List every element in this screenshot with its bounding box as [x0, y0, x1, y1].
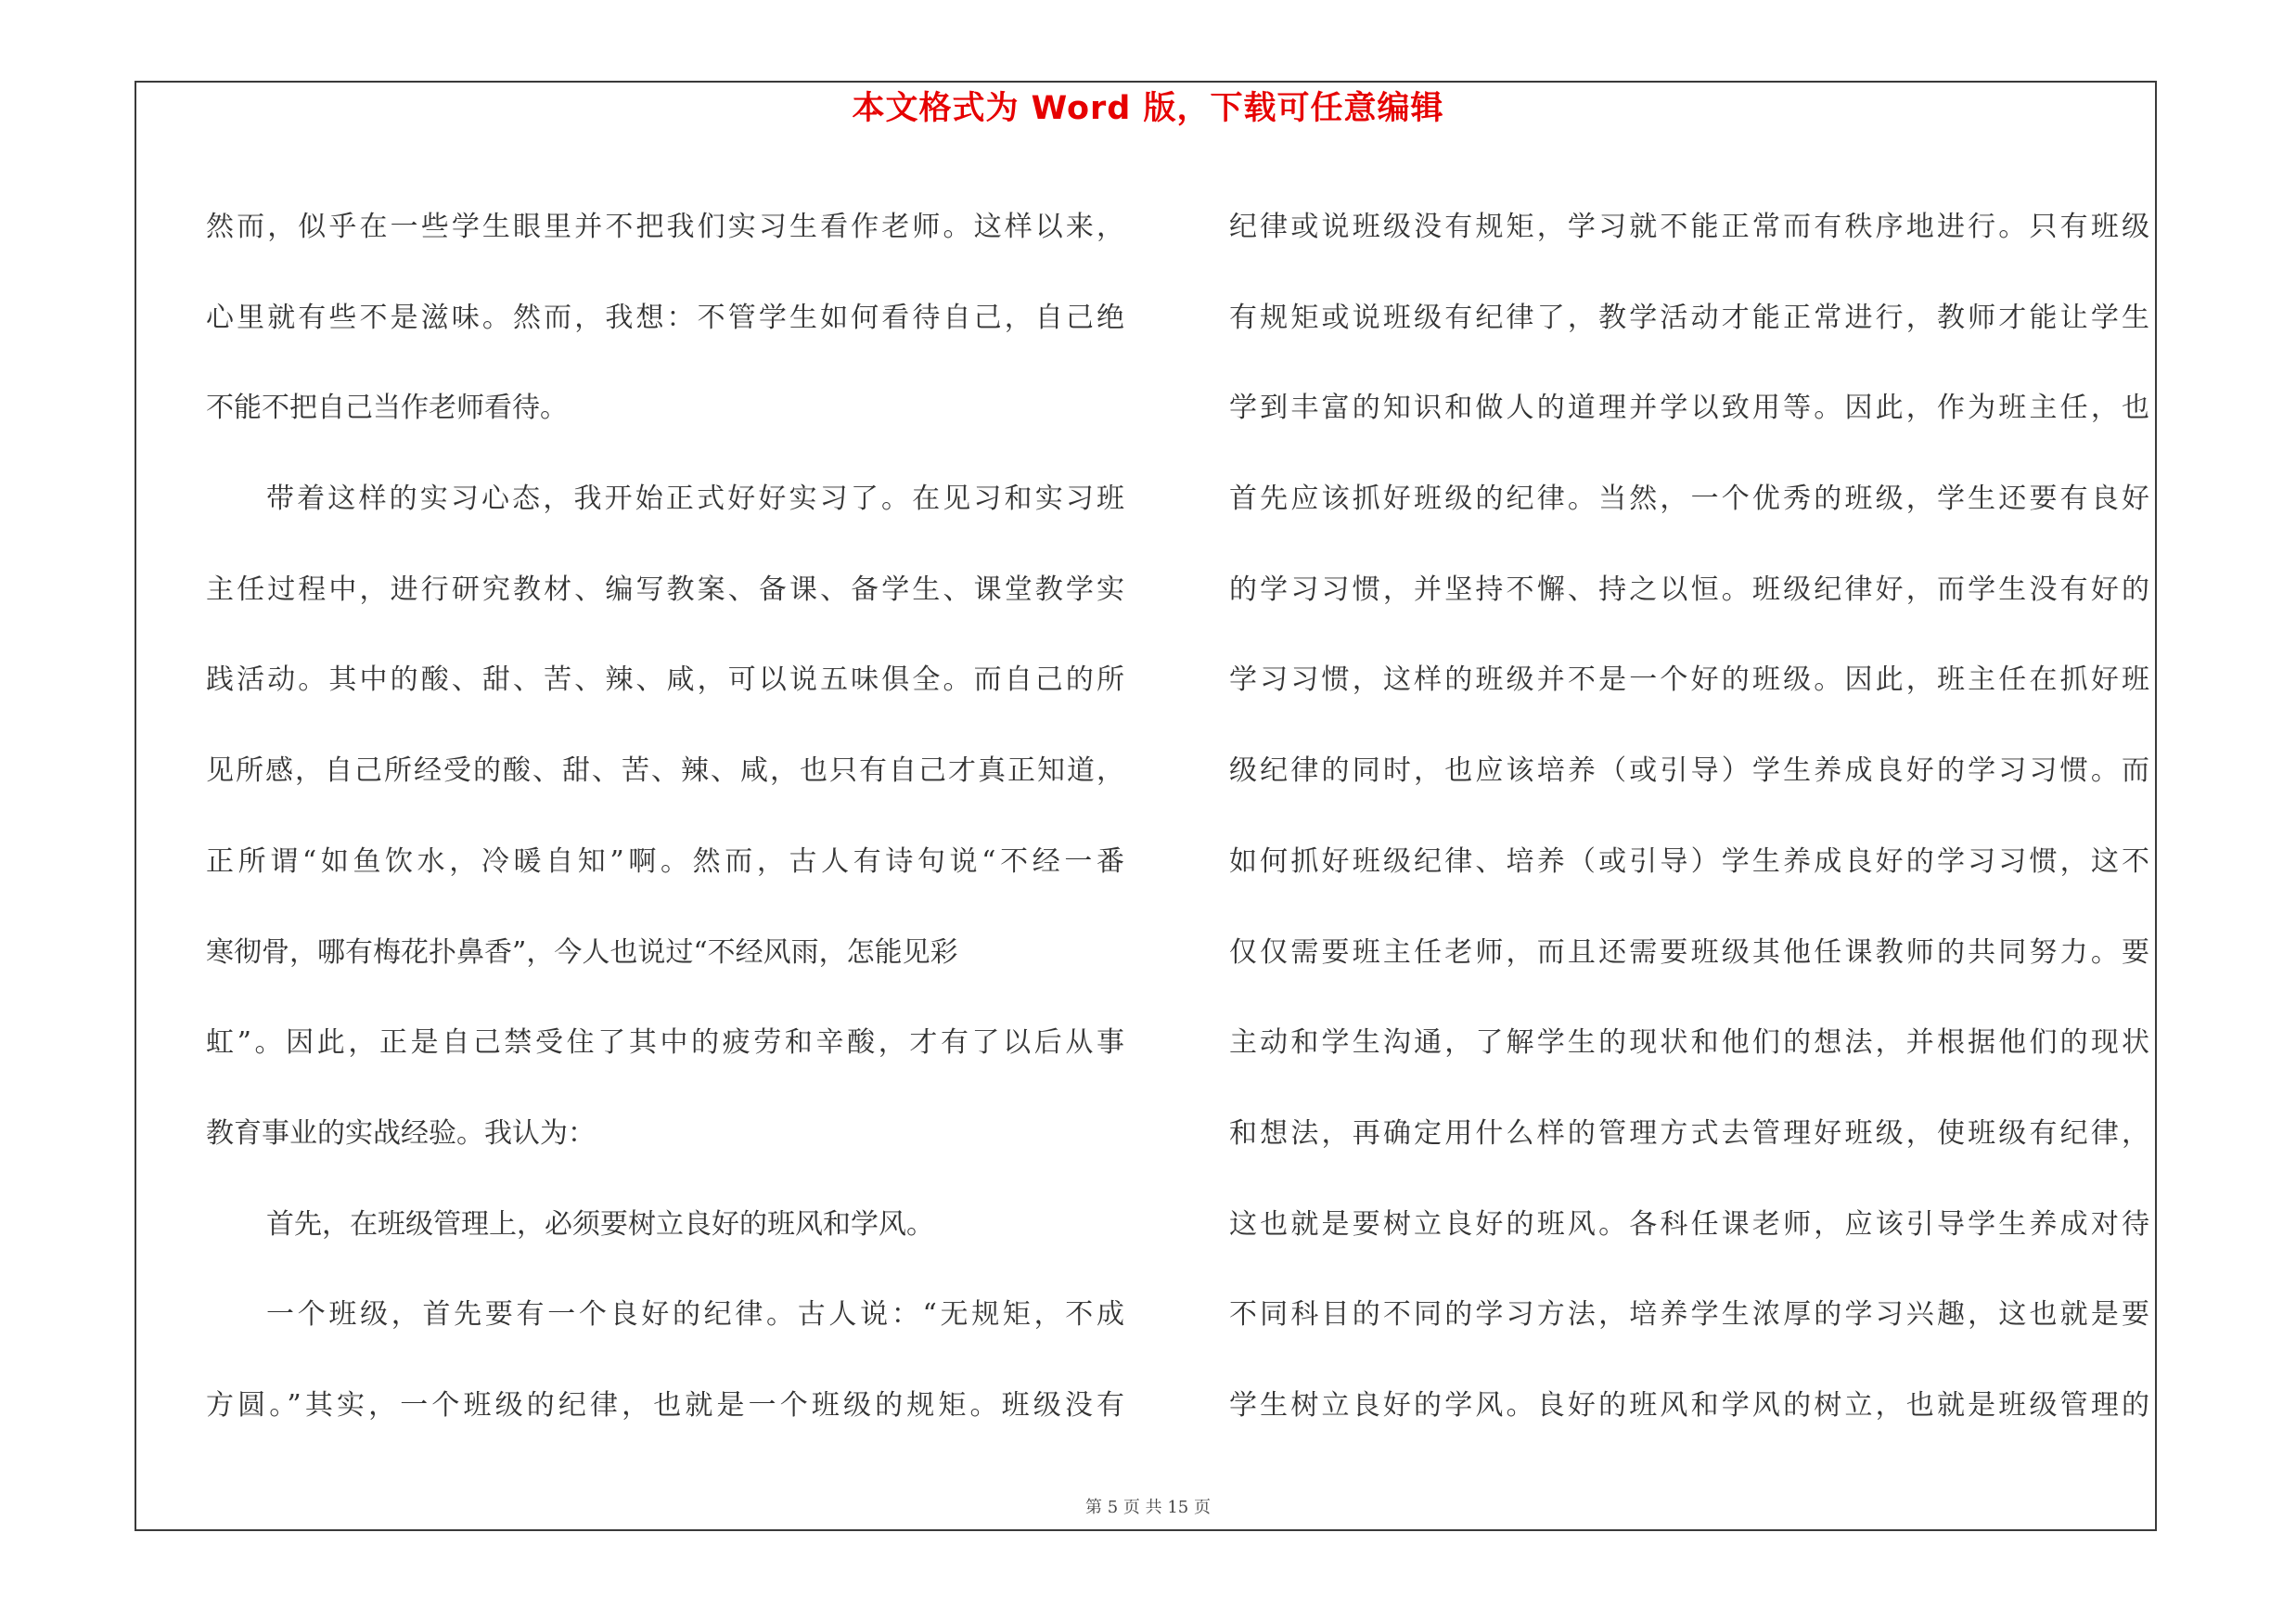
text-line: 如何抓好班级纪律、培养（或引导）学生养成良好的学习习惯，这不: [1229, 844, 2149, 878]
text-line: 学习习惯，这样的班级并不是一个好的班级。因此，班主任在抓好班: [1229, 663, 2149, 697]
text-line: 教育事业的实战经验。我认为：: [206, 1116, 596, 1150]
text-line: 仅仅需要班主任老师，而且还需要班级其他任课教师的共同努力。要: [1229, 935, 2149, 969]
text-line: 践活动。其中的酸、甜、苦、辣、咸，可以说五味俱全。而自己的所: [206, 663, 1124, 697]
text-line: 寒彻骨，哪有梅花扑鼻香”，今人也说过“不经风雨，怎能见彩: [206, 935, 958, 969]
right-text-column: [1229, 182, 2149, 1451]
text-line: 首先应该抓好班级的纪律。当然，一个优秀的班级，学生还要有良好: [1229, 483, 2149, 516]
text-line: 虹”。因此，正是自己禁受住了其中的疲劳和辛酸，才有了以后从事: [206, 1026, 1124, 1060]
text-line: 和想法，再确定用什么样的管理方式去管理好班级，使班级有纪律，: [1229, 1116, 2149, 1150]
text-line: 心里就有些不是滋味。然而，我想：不管学生如何看待自己，自己绝: [206, 301, 1124, 334]
text-line: 有规矩或说班级有纪律了，教学活动才能正常进行，教师才能让学生: [1229, 301, 2149, 334]
text-line: 一个班级，首先要有一个良好的纪律。古人说：“无规矩，不成: [266, 1298, 1124, 1332]
text-line: 带着这样的实习心态，我开始正式好好实习了。在见习和实习班: [266, 483, 1124, 516]
text-line: 然而，似乎在一些学生眼里并不把我们实习生看作老师。这样以来，: [206, 211, 1124, 243]
left-text-column: [206, 182, 1124, 1451]
text-line: 级纪律的同时，也应该培养（或引导）学生养成良好的学习习惯。而: [1229, 754, 2149, 788]
text-line: 见所感，自己所经受的酸、甜、苦、辣、咸，也只有自己才真正知道，: [206, 754, 1124, 788]
text-line: 主动和学生沟通，了解学生的现状和他们的想法，并根据他们的现状: [1229, 1026, 2149, 1060]
text-line: 学生树立良好的学风。良好的班风和学风的树立，也就是班级管理的: [1229, 1388, 2149, 1422]
header-banner: 本文格式为 Word 版，下载可任意编辑: [852, 90, 1444, 127]
text-line: 纪律或说班级没有规矩，学习就不能正常而有秩序地进行。只有班级: [1229, 211, 2149, 243]
text-line: 不同科目的不同的学习方法，培养学生浓厚的学习兴趣，这也就是要: [1229, 1298, 2149, 1332]
text-line: 这也就是要树立良好的班风。各科任课老师，应该引导学生养成对待: [1229, 1207, 2149, 1241]
text-line: 学到丰富的知识和做人的道理并学以致用等。因此，作为班主任，也: [1229, 392, 2149, 425]
text-line: 的学习习惯，并坚持不懈、持之以恒。班级纪律好，而学生没有好的: [1229, 573, 2149, 606]
text-line: 主任过程中，进行研究教材、编写教案、备课、备学生、课堂教学实: [206, 573, 1124, 606]
text-line: 不能不把自己当作老师看待。: [206, 392, 568, 425]
text-line: 方圆。”其实，一个班级的纪律，也就是一个班级的规矩。班级没有: [206, 1388, 1124, 1422]
page-number-footer: 第 5 页 共 15 页: [1085, 1498, 1211, 1517]
text-line: 首先，在班级管理上，必须要树立良好的班风和学风。: [266, 1207, 934, 1241]
text-line: 正所谓“如鱼饮水，冷暖自知”啊。然而，古人有诗句说“不经一番: [206, 844, 1124, 878]
